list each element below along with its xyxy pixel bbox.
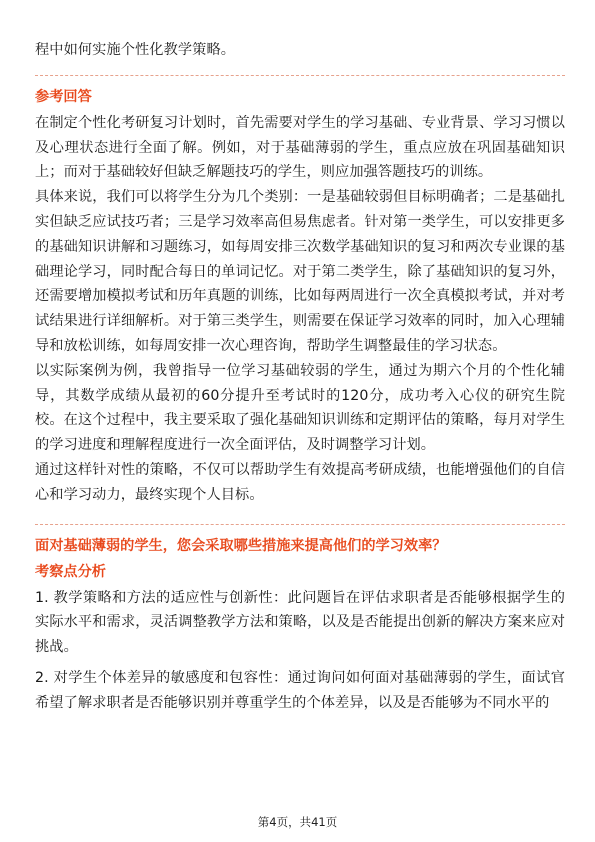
answer-paragraph: 在制定个性化考研复习计划时，首先需要对学生的学习基础、专业背景、学习习惯以及心理状态进行全面了解。例如，对于基础薄弱的学生，重点应放在巩固基础知识上；而对于基础较好但缺乏解题技巧的学生，则应加强答题技巧的训练。 (35, 114, 565, 181)
analysis-section (35, 586, 565, 716)
section-divider-middle (35, 524, 565, 525)
answer-paragraph: 通过这样针对性的策略，不仅可以帮助学生有效提高考研成绩，也能增强他们的自信心和学习动力，最终实现个人目标。 (35, 461, 565, 503)
analysis-heading: 考察点分析 (35, 563, 106, 580)
analysis-item: 1. 教学策略和方法的适应性与创新性：此问题旨在评估求职者是否能够根据学生的实际水平和需求，灵活调整教学方法和策略，以及是否能提出创新的解决方案来应对挑战。 (35, 589, 565, 656)
answer-section (35, 111, 565, 508)
page-number: 第4页，共41页 (257, 815, 338, 829)
document-body (35, 38, 565, 716)
answer-paragraph: 具体来说，我们可以将学生分为几个类别：一是基础较弱但目标明确者；二是基础扎实但缺乏应试技巧者；三是学习效率高但易焦虑者。针对第一类学生，可以安排更多的基础知识讲解和习题练习，如每周安排三次数学基础知识的复习和两次专业课的基础理论学习，同时配合每日的单词记忆。对于第二类学生，除了基础知识的复习外，还需要增加模拟考试和历年真题的训练，比如每两周进行一次全真模拟考试，并对考试结果进行详细解析。对于第三类学生，则需要在保证学习效率的同时，加入心理辅导和放松训练，如每周安排一次心理咨询，帮助学生调整最佳的学习状态。 (35, 189, 565, 354)
analysis-item: 2. 对学生个体差异的敏感度和包容性：通过询问如何面对基础薄弱的学生，面试官希望了解求职者是否能够识别并尊重学生的个体差异，以及是否能够为不同水平的 (35, 669, 565, 711)
answer-paragraph: 以实际案例为例，我曾指导一位学习基础较弱的学生，通过为期六个月的个性化辅导，其数学成绩从最初的60分提升至考试时的120分，成功考入心仪的研究生院校。在这个过程中，我主要采取了强化基础知识训练和定期评估的策略，每月对学生的学习进度和理解程度进行一次全面评估，及时调整学习计划。 (35, 362, 565, 454)
interview-question: 面对基础薄弱的学生，您会采取哪些措施来提高他们的学习效率？ (35, 537, 447, 554)
continuation-line: 程中如何实施个性化教学策略。 (35, 42, 236, 58)
reference-answer-heading: 参考回答 (35, 88, 92, 105)
section-divider-top (35, 75, 565, 76)
